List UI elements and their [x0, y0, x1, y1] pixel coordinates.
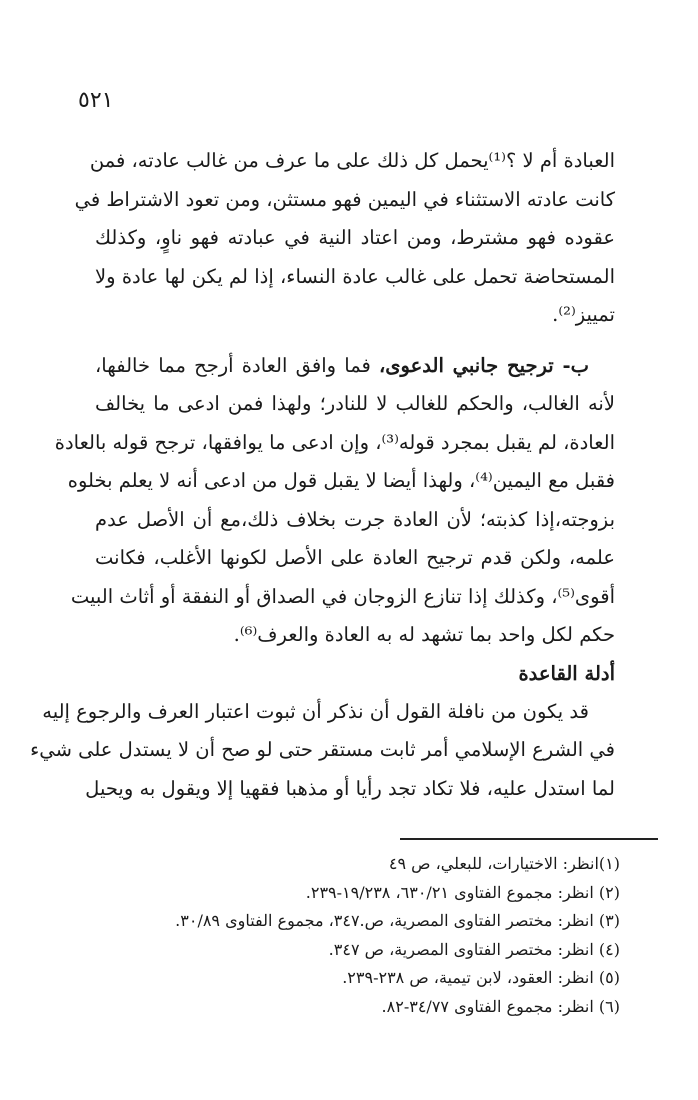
section-heading: أدلة القاعدة	[518, 661, 615, 685]
text-line: فقبل مع اليمين⁽⁴⁾، ولهذا أيضا لا يقبل قول من ادعى أنه لا يعلم بخلوه	[67, 469, 615, 492]
text-line: أقوى⁽⁵⁾، وكذلك إذا تنازع الزوجان في الصداق أو النفقة أو أثاث البيت	[70, 584, 615, 608]
text-line: كانت عادته الاستثناء في اليمين فهو مستثن، ومن تعود الاشتراط في	[74, 187, 615, 211]
text-line	[95, 347, 615, 386]
text-span: فما وافق العادة أرجح مما خالفها،	[95, 353, 379, 377]
footnotes	[95, 850, 620, 1021]
paragraph-1	[74, 142, 615, 335]
footnote-item: (٤) انظر: مختصر الفتاوى المصرية، ص ٣٤٧.	[328, 939, 620, 959]
paragraph-3	[30, 693, 615, 809]
text-line: قد يكون من نافلة القول أن نذكر أن ثبوت اعتبار العرف والرجوع إليه	[42, 699, 589, 723]
footnote-item: (٦) انظر: مجموع الفتاوى ٣٤/٧٧-٨٢.	[381, 996, 620, 1016]
text-line: لما استدل عليه، فلا تكاد تجد رأيا أو مذهبا فقهيا إلا ويقول به ويحيل	[85, 776, 615, 800]
text-line: العبادة أم لا ؟⁽¹⁾يحمل كل ذلك على ما عرف من غالب عادته، فمن	[89, 149, 615, 172]
text-line: لأنه الغالب، والحكم للغالب لا للنادر؛ ولهذا فمن ادعى ما يخالف	[95, 392, 615, 415]
text-line: تمييز⁽²⁾.	[552, 303, 615, 326]
text-line: في الشرع الإسلامي أمر ثابت مستقر حتى لو صح أن لا يستدل على شيء	[30, 738, 615, 761]
text-line: العادة، لم يقبل بمجرد قوله⁽³⁾، وإن ادعى ما يوافقها، ترجح قوله بالعادة	[54, 430, 615, 454]
text-line: علمه، ولكن قدم ترجيح العادة على الأصل لكونها الأغلب، فكانت	[95, 546, 615, 569]
main-text	[30, 142, 615, 808]
footnote-item: (١)انظر: الاختيارات، للبعلي، ص ٤٩	[388, 854, 620, 873]
page-number: ٥٢١	[78, 88, 114, 113]
paragraph-lead: ب- ترجيح جانبي الدعوى،	[379, 353, 589, 377]
text-line: حكم لكل واحد بما تشهد له به العادة والعرف⁽⁶⁾.	[233, 623, 615, 646]
footnote-item: (٢) انظر: مجموع الفتاوى ٦٣٠/٢١، ١٩/٢٣٨-٢٣٩.	[305, 882, 620, 902]
text-line: بزوجته،إذا كذبته؛ لأن العادة جرت بخلاف ذلك،مع أن الأصل عدم	[95, 507, 615, 531]
footnote-separator	[400, 838, 658, 840]
text-line: عقوده فهو مشترط، ومن اعتاد النية في عبادته فهو ناوٍ، وكذلك	[95, 226, 615, 249]
text-line: المستحاضة تحمل على غالب عادة النساء، إذا لم يكن لها عادة ولا	[95, 264, 615, 288]
paragraph-2	[54, 347, 615, 655]
footnote-item: (٣) انظر: مختصر الفتاوى المصرية، ص.٣٤٧، مجموع الفتاوى ٣٠/٨٩.	[175, 911, 620, 930]
footnote-item: (٥) انظر: العقود، لابن تيمية، ص ٢٣٨-٢٣٩.	[342, 968, 620, 987]
